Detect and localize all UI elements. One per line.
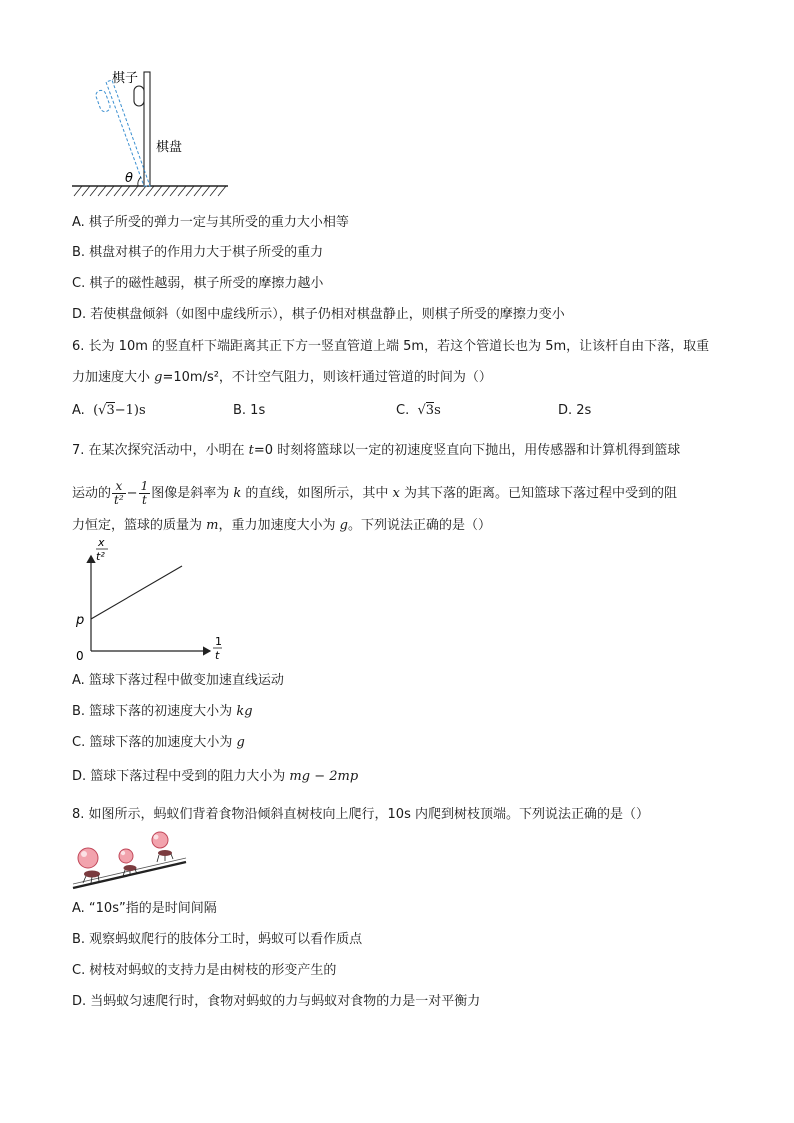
piece-label: 棋子 bbox=[112, 71, 139, 86]
q8-option-b[interactable]: B. 观察蚂蚁爬行的肢体分工时，蚂蚁可以看作质点 bbox=[72, 932, 363, 947]
graph-line bbox=[91, 566, 182, 619]
q8-option-c[interactable]: C. 树枝对蚂蚁的支持力是由树枝的形变产生的 bbox=[72, 963, 337, 978]
q7-option-c[interactable]: C. 篮球下落的加速度大小为 g bbox=[72, 735, 245, 750]
ant-with-food-1 bbox=[78, 848, 100, 883]
angle-label: θ bbox=[125, 171, 133, 186]
q6-stem-line2: 力加速度大小 g=10m/s²，不计空气阻力，则该杆通过管道的时间为（） bbox=[72, 370, 492, 385]
q5-option-a[interactable]: A. 棋子所受的弹力一定与其所受的重力大小相等 bbox=[72, 215, 349, 230]
tilted-piece-dashed bbox=[95, 89, 112, 113]
q7-stem-line1: 7. 在某次探究活动中，小明在 t=0 时刻将篮球以一定的初速度竖直向下抛出，用传感器和计算机得到篮球 bbox=[72, 443, 681, 458]
ants-figure bbox=[68, 826, 190, 892]
fraction-x-over-t2: $\frac{x}{\text{t²}}$ bbox=[114, 479, 124, 507]
sqrt-icon: √ bbox=[98, 403, 107, 418]
ant-with-food-3 bbox=[152, 832, 173, 862]
piece-shape bbox=[134, 86, 144, 106]
q7-graph bbox=[70, 536, 230, 664]
q7-option-d[interactable]: D. 篮球下落过程中受到的阻力大小为 mg − 2mp bbox=[72, 769, 359, 784]
x-axis-label-num: 1 bbox=[215, 635, 222, 648]
y-axis-label-den: t² bbox=[96, 550, 105, 563]
chessboard-figure bbox=[68, 62, 233, 202]
q8-option-a[interactable]: A. “10s”指的是时间间隔 bbox=[72, 901, 217, 916]
sqrt-icon: √ bbox=[417, 403, 426, 418]
y-axis-label-num: x bbox=[98, 536, 105, 549]
q6-stem-line1: 6. 长为 10m 的竖直杆下端距离其正下方一竖直管道上端 5m，若这个管道长也为 5m，让该杆自由下落，取重 bbox=[72, 339, 710, 354]
q5-option-c[interactable]: C. 棋子的磁性越弱，棋子所受的摩擦力越小 bbox=[72, 276, 324, 291]
q6-option-d[interactable]: D. 2s bbox=[558, 403, 592, 418]
board-label: 棋盘 bbox=[156, 140, 183, 155]
ant-with-food-2 bbox=[119, 849, 137, 876]
origin-label: 0 bbox=[76, 649, 84, 663]
q6-option-b[interactable]: B. 1s bbox=[233, 403, 266, 418]
q8-option-d[interactable]: D. 当蚂蚁匀速爬行时，食物对蚂蚁的力与蚂蚁对食物的力是一对平衡力 bbox=[72, 994, 481, 1009]
q5-option-b[interactable]: B. 棋盘对棋子的作用力大于棋子所受的重力 bbox=[72, 245, 324, 260]
q7-stem-line3: 力恒定，篮球的质量为 m，重力加速度大小为 g。下列说法正确的是（） bbox=[72, 518, 491, 533]
q7-stem-line2: 运动的 $\frac{x}{\text{t²}}$ − $\frac{1}{t}$ 图像是斜率为 k 的直线，如图所示，其中 x 为其下落的距离。已知篮球下落过程中受到的阻 bbox=[72, 479, 677, 507]
q7-option-b[interactable]: B. 篮球下落的初速度大小为 kg bbox=[72, 704, 253, 719]
fraction-1-over-t: $\frac{1}{t}$ bbox=[140, 479, 149, 507]
q7-option-a[interactable]: A. 篮球下落过程中做变加速直线运动 bbox=[72, 673, 284, 688]
q6-option-c[interactable]: C. √3s bbox=[396, 403, 441, 418]
x-axis-label-den: t bbox=[215, 649, 220, 662]
q6-option-a[interactable]: A. (√3−1)s bbox=[72, 403, 146, 418]
q8-stem-line1: 8. 如图所示，蚂蚁们背着食物沿倾斜直树枝向上爬行，10s 内爬到树枝顶端。下列说法正确的是（） bbox=[72, 807, 649, 822]
board-shape bbox=[144, 72, 150, 186]
q5-option-d[interactable]: D. 若使棋盘倾斜（如图中虚线所示），棋子仍相对棋盘静止，则棋子所受的摩擦力变小 bbox=[72, 307, 565, 322]
intercept-label: p bbox=[76, 613, 85, 628]
